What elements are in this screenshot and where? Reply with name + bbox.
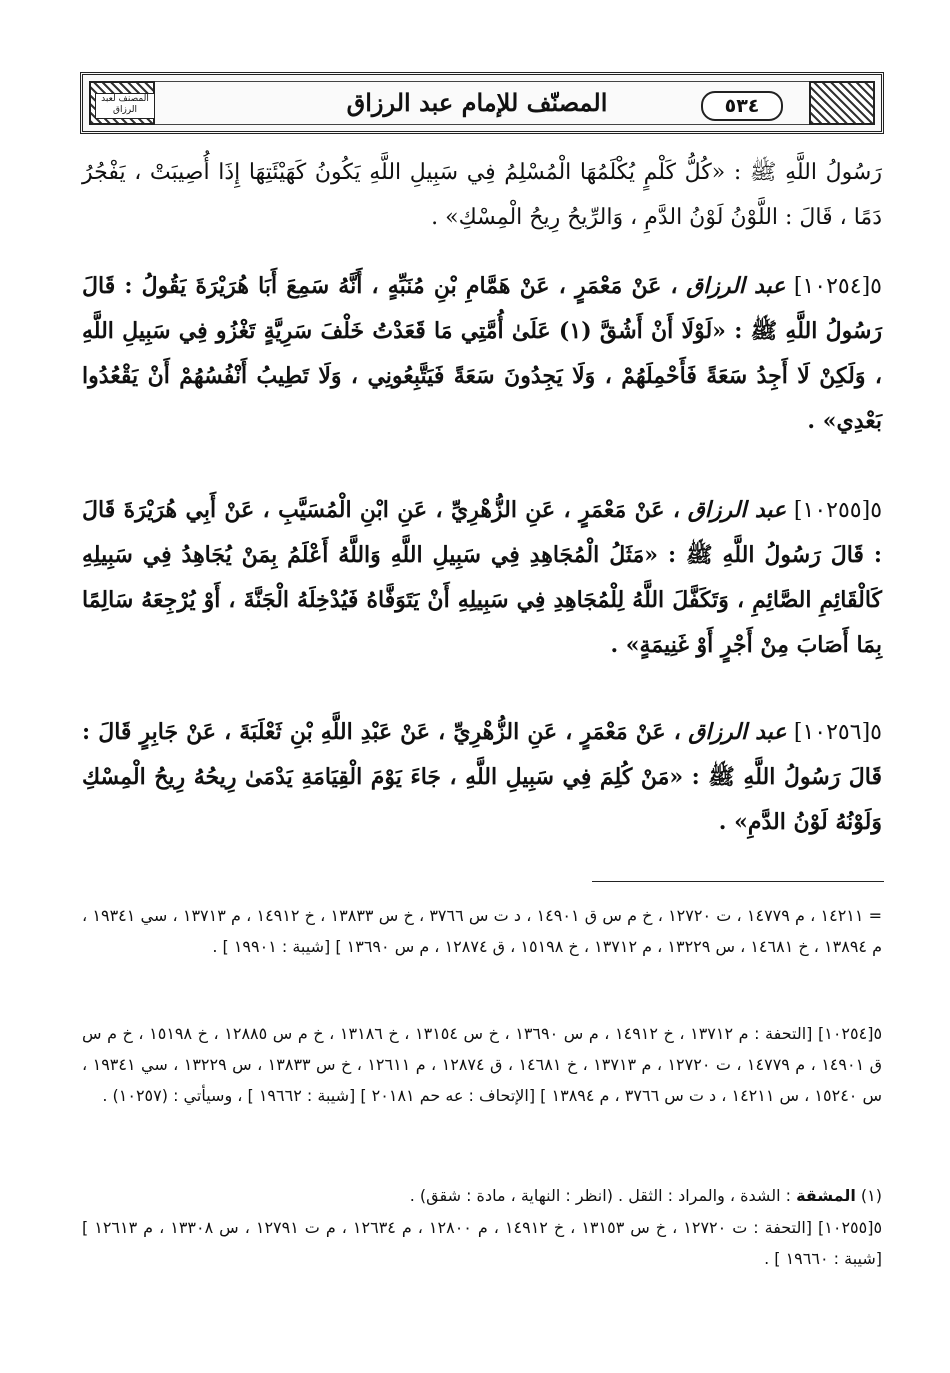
footnote-1 — [82, 1180, 882, 1211]
footnote-text: : الشدة ، والمراد : الثقل . (انظر : النهاية ، مادة : شقق) . — [409, 1186, 791, 1205]
hadith-10255 — [82, 488, 882, 668]
footnote-label: (١) — [860, 1186, 882, 1205]
hadith-10254 — [82, 264, 882, 444]
narrator-name: عبد الرزاق — [686, 273, 786, 299]
narrator-name: عبد الرزاق — [688, 719, 787, 745]
page-number: ٥٣٤ — [701, 91, 783, 121]
footnote-divider — [592, 881, 884, 882]
ornament-right-icon — [809, 81, 875, 125]
narrator-name: عبد الرزاق — [687, 497, 787, 523]
hadith-text: ، عَنْ مَعْمَرٍ ، عَنْ هَمَّامِ بْنِ مُنَبِّهٍ ، أَنَّهُ سَمِعَ أَبَا هُرَيْرَةَ يَقُولُ : قَالَ رَسُولُ اللَّهِ ﷺ : «لَوْلَا أَنْ أَشُقَّ (١) عَلَىٰ أُمَّتِي مَا قَعَدْتُ خَلْفَ سَرِيَّةٍ تَغْزُو فِي سَبِيلِ اللَّهِ ، وَلَكِنْ لَا أَجِدُ سَعَةً فَأَحْمِلَهُمْ ، وَلَا يَجِدُونَ سَعَةً فَيَتَّبِعُونِي ، وَلَا تَطِيبُ أَنْفُسُهُمْ أَنْ يَقْعُدُوا بَعْدِي» . — [82, 273, 882, 434]
hadith-text: ، عَنْ مَعْمَرٍ ، عَنِ الزُّهْرِيِّ ، عَنِ ابْنِ الْمُسَيَّبِ ، عَنْ أَبِي هُرَيْرَةَ قَالَ : قَالَ رَسُولُ اللَّهِ ﷺ : «مَثَلُ الْمُجَاهِدِ فِي سَبِيلِ اللَّهِ وَاللَّهُ أَعْلَمُ بِمَنْ يُجَاهِدُ فِي سَبِيلِهِ كَالْقَائِمِ الصَّائِمِ ، وَتَكَفَّلَ اللَّهُ لِلْمُجَاهِدِ فِي سَبِيلِهِ أَنْ يَتَوَفَّاهُ فَيُدْخِلَهُ الْجَنَّةَ ، أَوْ يُرْجِعَهُ سَالِمًا بِمَا أَصَابَ مِنْ أَجْرٍ أَوْ غَنِيمَةٍ» . — [82, 497, 882, 658]
page-header — [80, 72, 884, 134]
hadith-number: ٥[١٠٢٥٦] — [793, 720, 882, 745]
footnote-text: ٥[١٠٢٥٤] [التحفة : م ١٣٧١٢ ، خ ١٤٩١٢ ، م س ١٣٦٩٠ ، خ س ١٣١٥٤ ، خ ١٣١٨٦ ، خ م س ١٢٨٨٥ ، خ ١٥١٩٨ ، خ م س ق ١٤٩٠١ ، م ١٤٧٧٩ ، ت ١٢٧٢٠ ، م ١٣٧١٣ ، خ ١٤٦٨١ ، ق ١٢٨٧٤ ، م ١٢٦١١ ، خ س ١٣٨٣٣ ، س ١٣٢٢٩ ، سي ١٩٣٤١ ، س ١٥٢٤٠ ، س ١٤٢١١ ، د ت س ٣٧٦٦ ، م ١٣٨٩٤ ] [الإتحاف : عه حم ٢٠١٨١ ] [شيبة : ١٩٦٦٢ ] ، وسيأتي : (١٠٢٥٧) . — [82, 1024, 883, 1105]
footnote-10254 — [82, 1018, 882, 1111]
ornament-left-icon — [89, 81, 155, 125]
footnote-text: ٥[١٠٢٥٥] [التحفة : ت ١٢٧٢٠ ، خ س ١٣١٥٣ ، خ ١٤٩١٢ ، م ١٢٨٠٠ ، م ١٢٦٣٤ ، م ت ١٢٧٩١ ، س ١٣٣٠٨ ، م ١٢٦١٣ ] [شيبة : ١٩٦٦٠ ] . — [82, 1218, 883, 1268]
footnote-continuation — [82, 900, 882, 962]
ornament-label: المصنف لعبد الرزاق — [95, 93, 155, 119]
hadith-text: رَسُولُ اللَّهِ ﷺ : «كُلُّ كَلْمٍ يُكْلَمُهَا الْمُسْلِمُ فِي سَبِيلِ اللَّهِ يَكُونُ كَهَيْئَتِهَا إِذَا أُصِيبَتْ ، يَفْجُرُ دَمًا ، قَالَ : اللَّوْنُ لَوْنُ الدَّمِ ، وَالرِّيحُ رِيحُ الْمِسْكِ» . — [82, 160, 882, 230]
hadith-number: ٥[١٠٢٥٥] — [793, 498, 883, 523]
running-title: المصنّف للإمام عبد الرزاق — [346, 88, 608, 117]
hadith-number: ٥[١٠٢٥٤] — [793, 274, 882, 299]
hadith-text: ، عَنْ مَعْمَرٍ ، عَنِ الزُّهْرِيِّ ، عَنْ عَبْدِ اللَّهِ بْنِ ثَعْلَبَةَ ، عَنْ جَابِرٍ قَالَ : قَالَ رَسُولُ اللَّهِ ﷺ : «مَنْ كُلِمَ فِي سَبِيلِ اللَّهِ ، جَاءَ يَوْمَ الْقِيَامَةِ يَدْمَىٰ رِيحُهُ رِيحُ الْمِسْكِ وَلَوْنُهُ لَوْنُ الدَّمِ» . — [82, 719, 882, 835]
footnote-text: = ١٤٢١١ ، م ١٤٧٧٩ ، ت ١٢٧٢٠ ، خ م س ق ١٤٩٠١ ، د ت س ٣٧٦٦ ، خ س ١٣٨٣٣ ، خ ١٤٩١٢ ، م ١٣٧١٣ ، سي ١٩٣٤١ ، م ١٣٨٩٤ ، خ ١٤٦٨١ ، س ١٣٢٢٩ ، م ١٣٧١٢ ، خ ١٥١٩٨ ، ق ١٢٨٧٤ ، م س ١٣٦٩٠ ] [شيبة : ١٩٩٠١ ] . — [82, 906, 883, 956]
footnote-10255 — [82, 1212, 882, 1274]
footnote-term: المشقة — [796, 1186, 856, 1205]
paragraph-continuation — [82, 150, 882, 240]
hadith-10256 — [82, 710, 882, 845]
